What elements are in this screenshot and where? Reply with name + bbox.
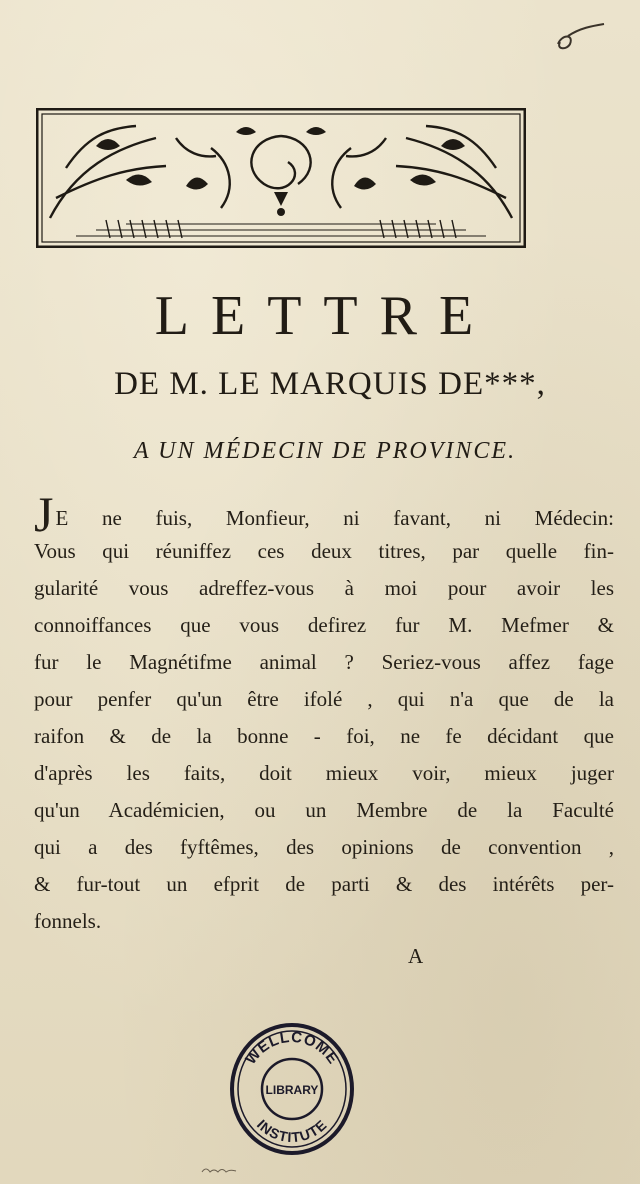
body-line: JE ne fuis, Monfieur, ni favant, ni Médecin: <box>34 486 614 542</box>
body-line: Vous qui réuniffez ces deux titres, par quelle fin- <box>34 539 614 563</box>
title-lettre: LETTRE <box>154 285 496 347</box>
library-stamp <box>228 1022 356 1156</box>
drop-cap: J <box>34 486 54 542</box>
headpiece-ornament <box>36 108 526 248</box>
body-line: qu'un Académicien, ou un Membre de la Faculté <box>34 798 614 822</box>
stamp-top-text: WELLCOME <box>242 1028 342 1068</box>
stamp-center-text: LIBRARY <box>265 1083 319 1097</box>
title-medecin: A UN MÉDECIN DE PROVINCE. <box>133 438 517 464</box>
body-line: fur le Magnétifme animal ? Seriez-vous affez fage <box>34 650 614 674</box>
body-line: fonnels. <box>34 909 102 933</box>
body-line: & fur-tout un efprit de parti & des intérêts per- <box>34 872 614 896</box>
body-line: qui a des fyftêmes, des opinions de convention , <box>34 835 614 859</box>
body-line: raifon & de la bonne - foi, ne fe décidant que <box>34 724 614 748</box>
stamp-bottom-text: INSTITUTE <box>253 1116 331 1146</box>
svg-text:INSTITUTE <box>254 1116 330 1145</box>
body-line: pour penfer qu'un être ifolé , qui n'a que de la <box>34 687 614 711</box>
corner-pencil-mark <box>548 18 608 58</box>
body-line: connoiffances que vous defirez fur M. Mefmer & <box>34 613 614 637</box>
title-marquis: DE M. LE MARQUIS DE***, <box>114 366 546 402</box>
body-line: d'après les faits, doit mieux voir, mieux juger <box>34 761 614 785</box>
letter-body <box>34 486 614 940</box>
body-line: gularité vous adreffez-vous à moi pour avoir les <box>34 576 614 600</box>
pencil-shelfmark <box>200 1164 240 1176</box>
catchword: A <box>408 944 424 968</box>
